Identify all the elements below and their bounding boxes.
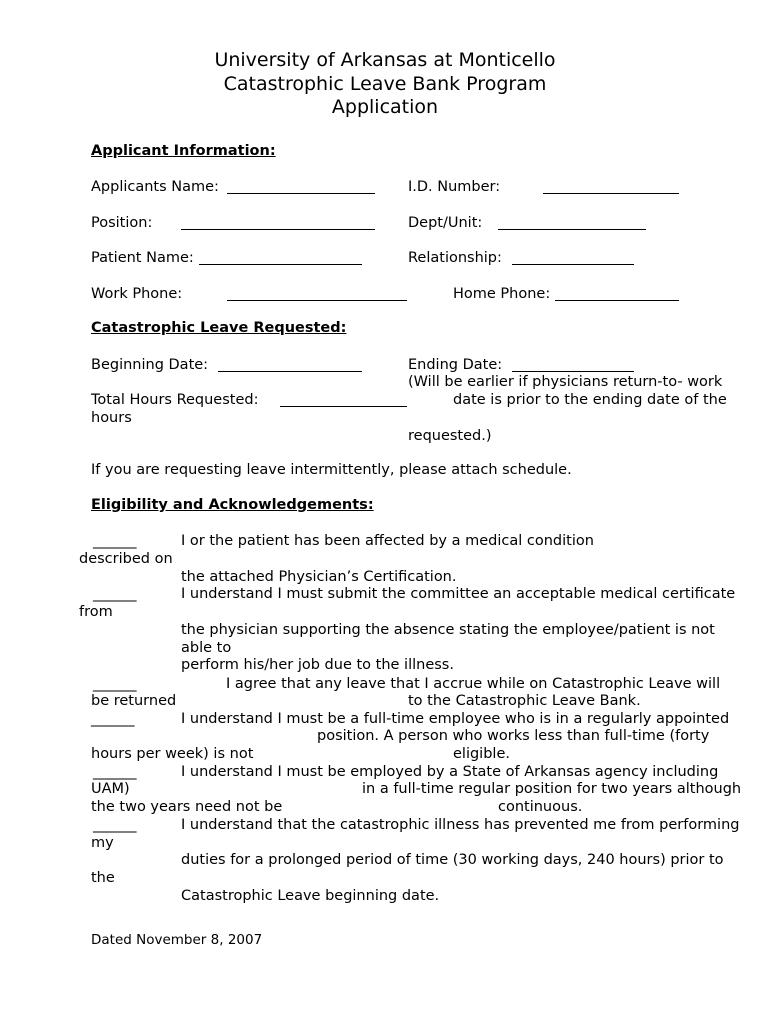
ending-date-label: Ending Date: <box>408 357 503 373</box>
patient-name-label: Patient Name: <box>91 250 194 266</box>
item2-line-e: perform his/her job due to the illness. <box>181 657 454 673</box>
title-university: University of Arkansas at Monticello <box>214 49 556 71</box>
item6-line-c: duties for a prolonged period of time (30 working days, 240 hours) prior to <box>181 852 724 868</box>
intermittent-note: If you are requesting leave intermittently, please attach schedule. <box>91 462 572 478</box>
item5-line-d: the two years need not be <box>91 799 283 815</box>
item4-line-d: eligible. <box>453 746 510 762</box>
work-phone-field[interactable] <box>227 300 407 301</box>
home-phone-label: Home Phone: <box>453 286 551 302</box>
total-hours-label: Total Hours Requested: <box>91 392 259 408</box>
item3-line-b: be returned <box>91 693 177 709</box>
initial-blank-3[interactable]: ______ <box>93 676 137 692</box>
initial-blank-4[interactable]: ______ <box>91 711 135 727</box>
item2-line-b: from <box>79 604 113 620</box>
title-application: Application <box>331 96 439 118</box>
total-hours-field[interactable] <box>280 406 407 407</box>
item1-line-a: I or the patient has been affected by a medical condition <box>181 533 594 549</box>
item5-line-e: continuous. <box>498 799 583 815</box>
initial-blank-6[interactable]: ______ <box>93 817 137 833</box>
work-phone-label: Work Phone: <box>91 286 183 302</box>
item4-line-a: I understand I must be a full-time employee who is in a regularly appointed <box>181 711 730 727</box>
applicant-name-label: Applicants Name: <box>91 179 219 195</box>
item4-line-b: position. A person who works less than full-time (forty <box>317 728 710 744</box>
initial-blank-5[interactable]: ______ <box>93 764 137 780</box>
home-phone-field[interactable] <box>555 300 679 301</box>
position-field[interactable] <box>181 229 375 230</box>
item5-line-a: I understand I must be employed by a State of Arkansas agency including <box>181 764 719 780</box>
dept-unit-field[interactable] <box>498 229 646 230</box>
applicant-heading: Applicant Information: <box>91 143 276 159</box>
ending-date-note-2: date is prior to the ending date of the <box>453 392 727 408</box>
relationship-field[interactable] <box>512 264 634 265</box>
id-number-field[interactable] <box>543 193 679 194</box>
applicant-name-field[interactable] <box>227 193 375 194</box>
item1-line-c: the attached Physician’s Certification. <box>181 569 457 585</box>
eligibility-heading: Eligibility and Acknowledgements: <box>91 497 374 513</box>
initial-blank-2[interactable]: ______ <box>93 586 137 602</box>
item4-line-c: hours per week) is not <box>91 746 254 762</box>
item6-line-b: my <box>91 835 114 851</box>
item5-line-b: UAM) <box>91 781 130 797</box>
item1-line-b: described on <box>79 551 173 567</box>
beginning-date-field[interactable] <box>218 371 362 372</box>
item6-line-e: Catastrophic Leave beginning date. <box>181 888 440 904</box>
relationship-label: Relationship: <box>408 250 502 266</box>
item5-line-c: in a full-time regular position for two years although <box>362 781 742 797</box>
ending-date-note-1: (Will be earlier if physicians return-to- work <box>408 374 723 390</box>
hours-unit: hours <box>91 410 132 426</box>
position-label: Position: <box>91 215 153 231</box>
title-program: Catastrophic Leave Bank Program <box>223 73 547 95</box>
item3-line-c: to the Catastrophic Leave Bank. <box>408 693 641 709</box>
beginning-date-label: Beginning Date: <box>91 357 209 373</box>
ending-date-note-3: requested.) <box>408 428 492 444</box>
initial-blank-1[interactable]: ______ <box>93 533 137 549</box>
item6-line-d: the <box>91 870 115 886</box>
dept-unit-label: Dept/Unit: <box>408 215 483 231</box>
item2-line-c: the physician supporting the absence stating the employee/patient is not <box>181 622 715 638</box>
item3-line-a: I agree that any leave that I accrue while on Catastrophic Leave will <box>226 676 721 692</box>
ending-date-field[interactable] <box>512 371 634 372</box>
dated-footer: Dated November 8, 2007 <box>91 932 263 948</box>
leave-heading: Catastrophic Leave Requested: <box>91 320 347 336</box>
patient-name-field[interactable] <box>199 264 362 265</box>
item2-line-a: I understand I must submit the committee an acceptable medical certificate <box>181 586 736 602</box>
item6-line-a: I understand that the catastrophic illness has prevented me from performing <box>181 817 740 833</box>
id-number-label: I.D. Number: <box>408 179 501 195</box>
item2-line-d: able to <box>181 640 232 656</box>
